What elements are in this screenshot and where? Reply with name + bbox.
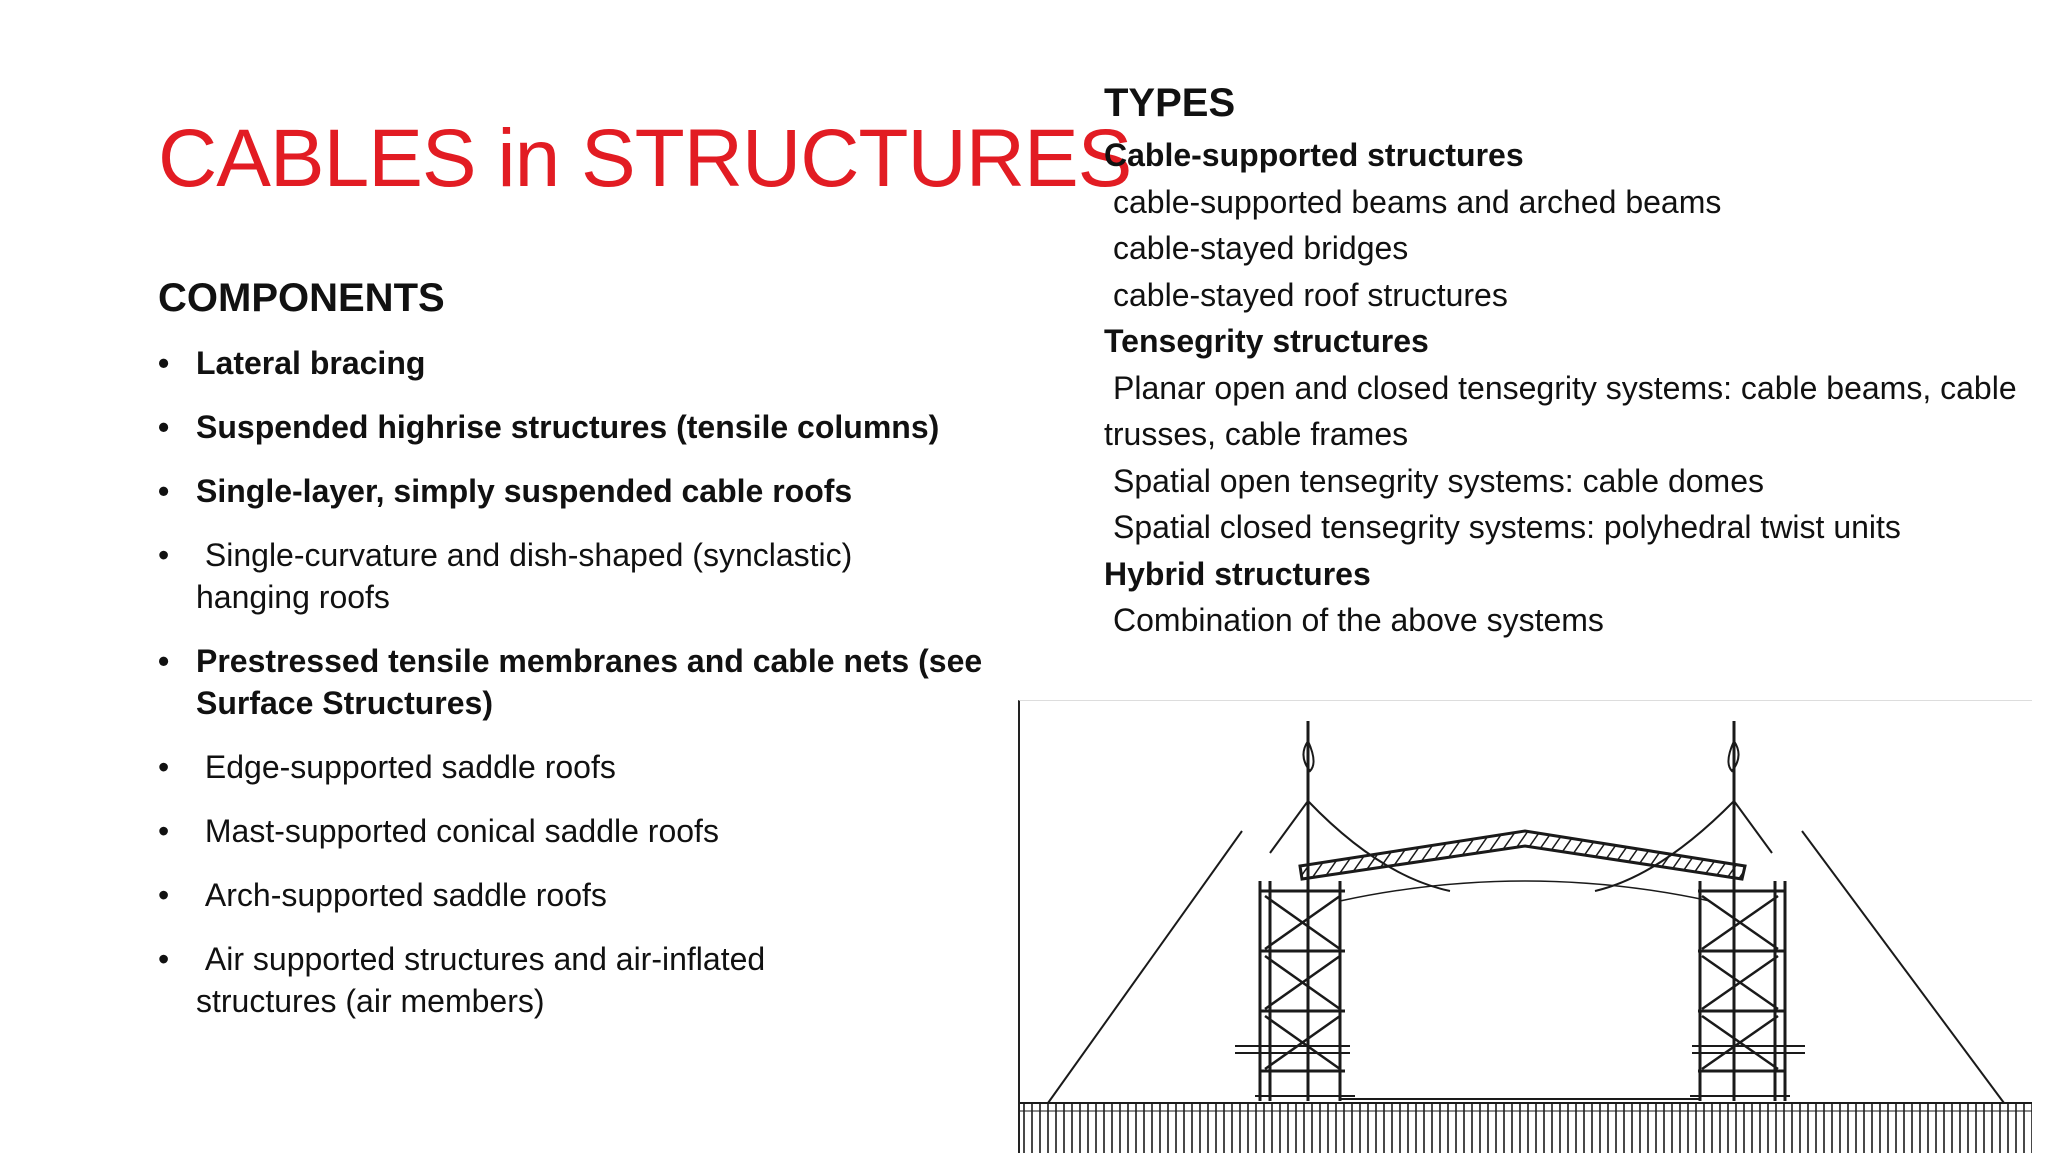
list-item-text: Arch-supported saddle roofs (196, 877, 607, 913)
list-item-text: Edge-supported saddle roofs (196, 749, 616, 785)
bullet-icon: • (158, 813, 170, 849)
bullet-icon: • (158, 643, 170, 679)
types-heading: TYPES (1104, 81, 1236, 125)
type-group-title: Cable-supported structures (1104, 137, 1524, 173)
slide-title: CABLES in STRUCTURES (158, 113, 1132, 204)
list-item-text: Single-layer, simply suspended cable roofs (196, 473, 853, 509)
bullet-icon: • (158, 409, 170, 445)
bullet-icon: • (158, 749, 170, 785)
type-group (1104, 551, 2034, 644)
type-item (1104, 365, 2034, 458)
type-group (1104, 132, 2034, 318)
list-item-text: Prestressed tensile membranes and cable nets (see Surface Structures) (196, 643, 983, 721)
left-tower (1235, 721, 1355, 1101)
bullet-icon: • (158, 941, 170, 977)
type-item: cable-supported beams and arched beams (1113, 183, 1722, 220)
list-item-text: Lateral bracing (196, 345, 426, 381)
list-item (158, 406, 1018, 448)
list-item (158, 938, 896, 1022)
components-heading: COMPONENTS (158, 276, 445, 320)
type-item: cable-stayed roof structures (1113, 276, 1508, 313)
type-item: Combination of the above systems (1113, 602, 1604, 638)
list-item-text: Suspended highrise structures (tensile columns) (196, 409, 940, 445)
structure-illustration (1020, 701, 2032, 1153)
type-item: Spatial closed tensegrity systems: polyhedral twist units (1113, 509, 1901, 545)
ground (1020, 1103, 2032, 1153)
bullet-icon: • (158, 537, 170, 573)
bullet-icon: • (158, 877, 170, 913)
type-group-title: Hybrid structures (1104, 555, 1371, 592)
type-item: Spatial open tensegrity systems: cable domes (1113, 462, 1764, 499)
list-item-text: Mast-supported conical saddle roofs (196, 813, 719, 849)
list-item (158, 470, 1018, 512)
cable-roof-drawing (1018, 700, 2032, 1153)
right-tower (1690, 721, 1805, 1101)
bullet-icon: • (158, 345, 170, 381)
type-group (1104, 318, 2034, 551)
list-item (158, 534, 936, 618)
roof-truss (1300, 831, 1745, 901)
type-item: cable-stayed bridges (1113, 230, 1409, 266)
bullet-icon: • (158, 473, 170, 509)
list-item (158, 874, 1018, 916)
type-group-title: Tensegrity structures (1104, 323, 1429, 359)
guy-cables (1048, 831, 2004, 1103)
list-item (158, 640, 996, 724)
components-list (158, 342, 1018, 1044)
list-item-text: Air supported structures and air-inflated structures (air members) (196, 941, 775, 1019)
type-item-text: Planar open and closed tensegrity systems: cable beams, cable trusses, cable frames (1104, 369, 2017, 452)
list-item-text: Single-curvature and dish-shaped (synclastic) hanging roofs (196, 537, 862, 615)
list-item (158, 746, 1018, 788)
types-section (1104, 78, 2034, 644)
list-item (158, 810, 1018, 852)
list-item (158, 342, 1018, 384)
